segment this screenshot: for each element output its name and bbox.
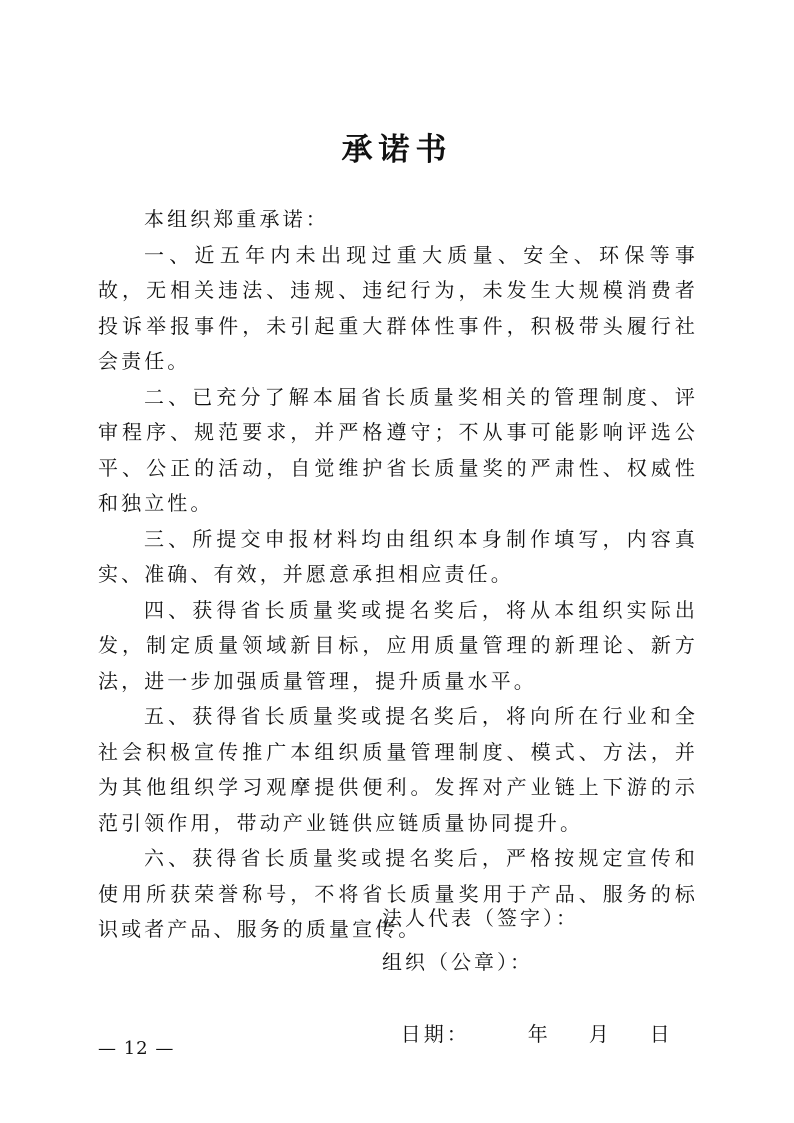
- commitment-body: [98, 202, 698, 948]
- commitment-item-2: 二、已充分了解本届省长质量奖相关的管理制度、评审程序、规范要求，并严格遵守；不从事可能影响评选公平、公正的活动，自觉维护省长质量奖的严肃性、权威性和独立性。: [98, 384, 698, 515]
- document-title: 承诺书: [341, 132, 453, 168]
- legal-rep-signature-line: 法人代表（签字）：: [382, 906, 579, 930]
- commitment-item-5: 五、获得省长质量奖或提名奖后，将向所在行业和全社会积极宣传推广本组织质量管理制度、模式、方法，并为其他组织学习观摩提供便利。发挥对产业链上下游的示范引领作用，带动产业链供应链质量协同提升。: [98, 704, 698, 835]
- commitment-item-1: 一、近五年内未出现过重大质量、安全、环保等事故，无相关违法、违规、违纪行为，未发生大规模消费者投诉举报事件，未引起重大群体性事件，积极带头履行社会责任。: [98, 242, 698, 373]
- org-seal-line: 组织（公章）：: [382, 950, 533, 974]
- date-year-label: 年: [527, 1022, 551, 1046]
- commitment-item-6: 六、获得省长质量奖或提名奖后，严格按规定宣传和使用所获荣誉称号，不将省长质量奖用于产品、服务的标识或者产品、服务的质量宣传。: [98, 846, 698, 941]
- page-number: — 12 —: [98, 1038, 175, 1059]
- date-line: [382, 989, 742, 1049]
- intro-paragraph: 本组织郑重承诺：: [144, 207, 329, 231]
- date-day-label: 日: [649, 1022, 673, 1046]
- commitment-item-3: 三、所提交申报材料均由组织本身制作填写，内容真实、准确、有效，并愿意承担相应责任。: [98, 526, 698, 586]
- commitment-item-4: 四、获得省长质量奖或提名奖后，将从本组织实际出发，制定质量领域新目标，应用质量管理的新理论、新方法，进一步加强质量管理，提升质量水平。: [98, 597, 698, 693]
- date-label: 日期：: [400, 1022, 470, 1046]
- date-month-label: 月: [588, 1022, 612, 1046]
